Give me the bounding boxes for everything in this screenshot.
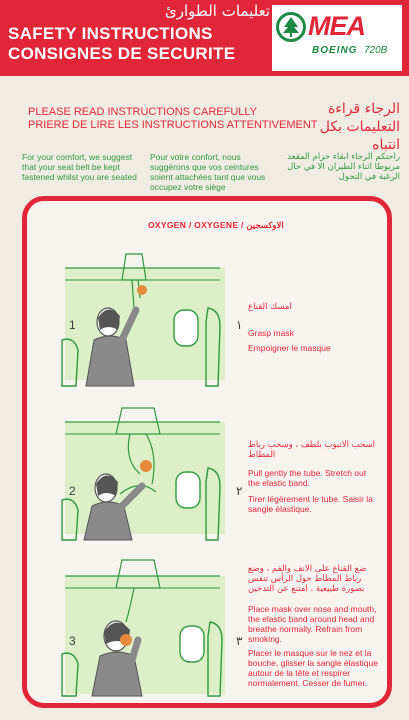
step-2-text-ar: اسحب الانبوب بلطف ، وسحب رباط المطاط xyxy=(248,440,376,460)
step-2-text-en: Pull gently the tube. Stretch out the elastic band. xyxy=(248,468,367,488)
step-2-number-arabic: ٢ xyxy=(236,484,243,498)
header-title-en: SAFETY INSTRUCTIONS xyxy=(8,24,213,43)
step-3-illustration xyxy=(60,556,235,700)
step-1-number: 1 xyxy=(69,318,76,332)
logo-model: 720B xyxy=(364,45,388,56)
header-band xyxy=(0,0,409,76)
step-1-illustration xyxy=(60,250,235,390)
comfort-text-ar: راحتكم الرجاء ابقاء حزام المقعد مربوطا اثناء الطيران الا في حال الرغبة في التجول xyxy=(287,152,400,182)
step-1-text-en: Grasp mask xyxy=(248,328,294,338)
step-2-number: 2 xyxy=(69,484,76,498)
step-1-number-arabic: ١ xyxy=(236,318,243,332)
step-3-text-fr: Placer le masque sur le nez et la bouche, glisser la sangle élastique autour de la tête et respirer normalement. Cesser de fumer. xyxy=(248,648,378,688)
intro-text-en: PLEASE READ INSTRUCTIONS CAREFULLY xyxy=(28,106,258,118)
logo-text: MEA xyxy=(308,11,365,41)
step-2-text-fr: Tirer légèrement le tube. Saisir la sangle élastique. xyxy=(248,494,373,514)
step-3-number-arabic: ٣ xyxy=(236,634,243,648)
comfort-text-fr: Pour votre confort, nous suggérons que vos ceintures soient attachées tant que vous occupez votre siège xyxy=(150,152,266,192)
mea-logo xyxy=(272,5,402,71)
intro-text-ar: الرجاء قراءة التعليمات بكل انتباه xyxy=(319,101,400,153)
step-3-number: 3 xyxy=(69,634,76,648)
step-3-text-en: Place mask over nose and mouth, the elastic band around head and breathe normally. Refrain from smoking. xyxy=(248,604,377,644)
header-title-arabic: تعليمات الطوارئ xyxy=(165,2,270,20)
step-1-text-fr: Empoigner le masque xyxy=(248,343,331,353)
intro-text-fr: PRIERE DE LIRE LES INSTRUCTIONS ATTENTIVEMENT xyxy=(28,119,318,131)
section-title: OXYGEN / OXYGENE / الاوكسجين xyxy=(148,220,284,230)
logo-aircraft: BOEING xyxy=(312,45,358,56)
header-title-fr: CONSIGNES DE SECURITE xyxy=(8,44,236,63)
comfort-text-en: For your comfort, we suggest that your seat belt be kept fastened whilst you are seated xyxy=(22,152,137,182)
cedar-icon xyxy=(276,12,306,42)
step-3-text-ar: ضع القناع على الانف والفم ، وضع رباط المطاط حول الرأس تنفس بصورة طبيعية . امتنع عن التدخين xyxy=(248,564,367,594)
step-1-text-ar: امسك القناع xyxy=(248,302,292,312)
step-2-illustration xyxy=(60,404,235,544)
